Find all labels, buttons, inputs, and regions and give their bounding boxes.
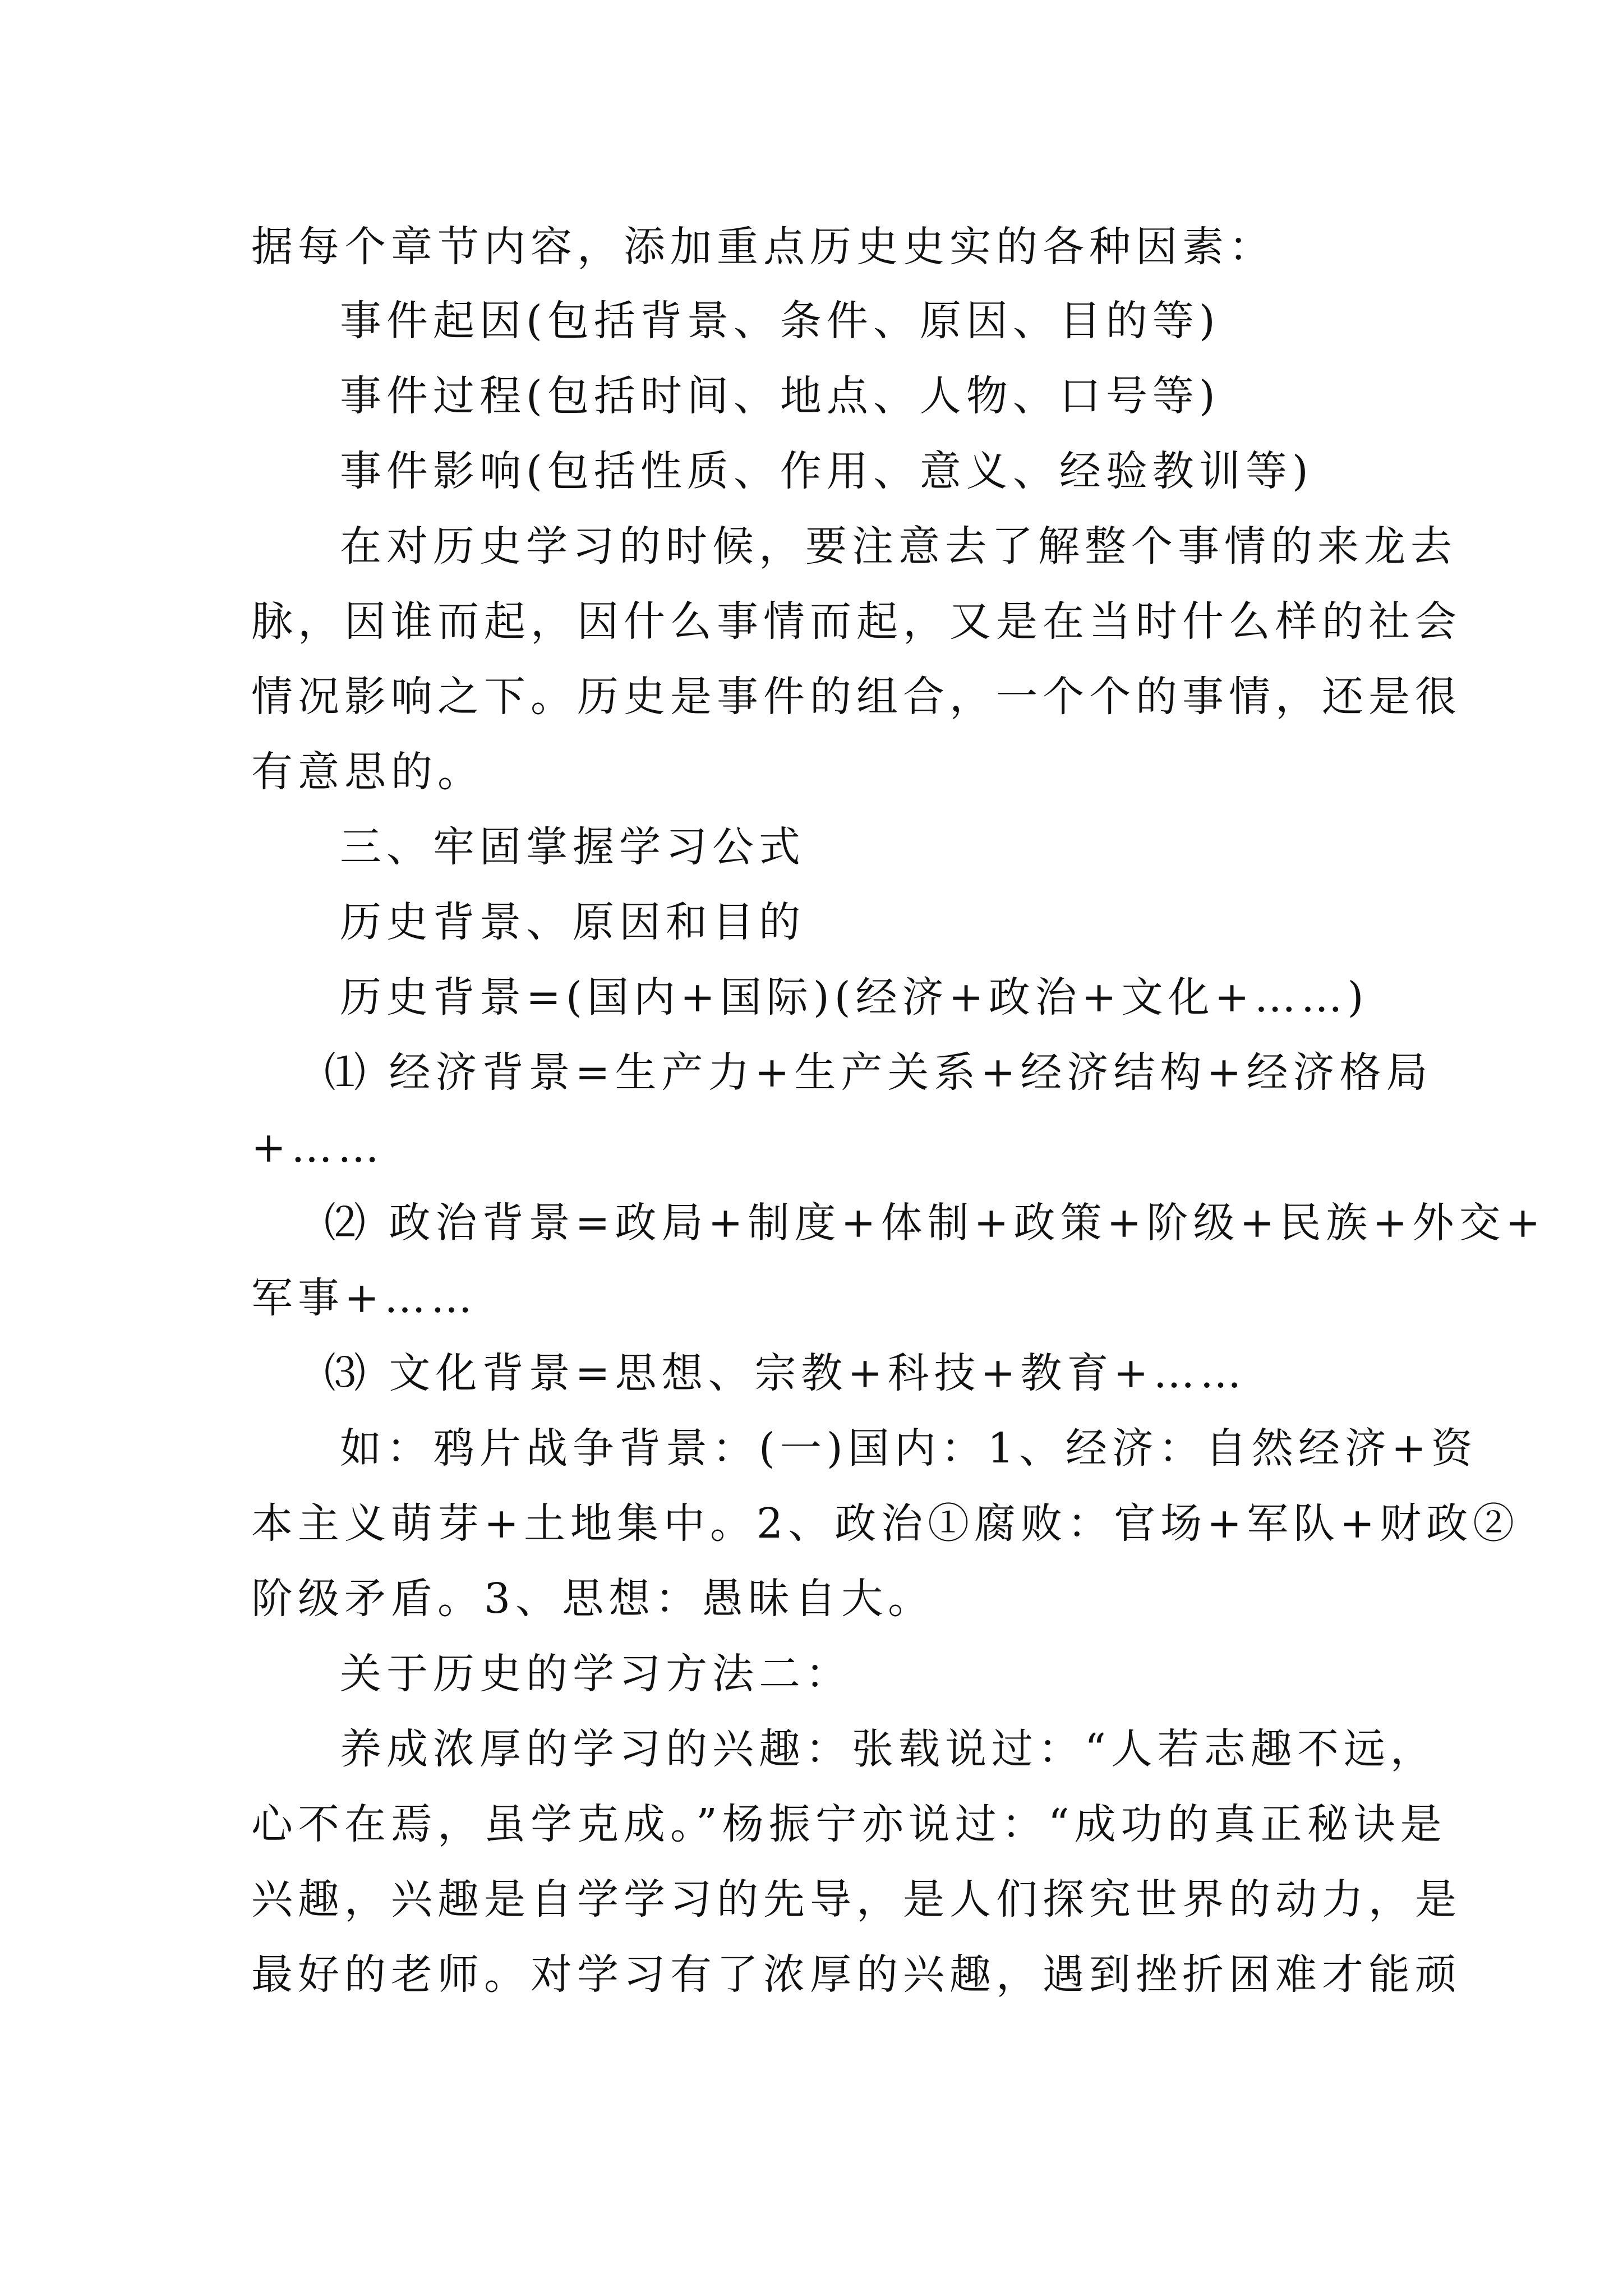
text-line: +…… <box>251 1124 385 1172</box>
text-line: 历史背景=(国内+国际)(经济+政治+文化+……) <box>340 973 1369 1022</box>
text-line: 事件过程(包括时间、地点、人物、口号等) <box>340 372 1220 420</box>
text-line: 情况影响之下。历史是事件的组合，一个个的事情，还是很 <box>251 673 1461 721</box>
text-line: ⑵ 政治背景=政局+制度+体制+政策+阶级+民族+外交+ <box>324 1199 1546 1247</box>
text-line: 兴趣，兴趣是自学学习的先导，是人们探究世界的动力，是 <box>251 1875 1461 1924</box>
text-line: 事件影响(包括性质、作用、意义、经验教训等) <box>340 447 1313 495</box>
text-line: 在对历史学习的时候，要注意去了解整个事情的来龙去 <box>340 522 1457 570</box>
text-line: 有意思的。 <box>251 748 484 796</box>
text-line: 脉，因谁而起，因什么事情而起，又是在当时什么样的社会 <box>251 597 1461 646</box>
text-line: ⑶ 文化背景=思想、宗教+科技+教育+…… <box>324 1349 1247 1397</box>
text-line: 心不在焉，虽学克成。”杨振宁亦说过：“成功的真正秘诀是 <box>251 1800 1447 1848</box>
section-heading: 三、牢固掌握学习公式 <box>340 823 805 871</box>
text-line: 阶级矛盾。3、思想：愚昧自大。 <box>251 1575 935 1623</box>
text-line: ⑴ 经济背景=生产力+生产关系+经济结构+经济格局 <box>324 1048 1433 1097</box>
text-line: 本主义萌芽+土地集中。2、政治①腐败：官场+军队+财政② <box>251 1499 1520 1548</box>
text-line: 如：鸦片战争背景：(一)国内：1、经济：自然经济+资 <box>340 1424 1478 1473</box>
section-heading: 关于历史的学习方法二： <box>340 1650 852 1698</box>
text-line: 最好的老师。对学习有了浓厚的兴趣，遇到挫折困难才能顽 <box>251 1950 1461 1999</box>
text-line: 历史背景、原因和目的 <box>340 898 805 946</box>
text-line: 据每个章节内容，添加重点历史史实的各种因素： <box>251 223 1275 271</box>
text-line: 事件起因(包括背景、条件、原因、目的等) <box>340 297 1220 345</box>
text-line: 军事+…… <box>251 1274 478 1322</box>
text-line: 养成浓厚的学习的兴趣：张载说过：“人若志趣不远， <box>340 1725 1437 1773</box>
